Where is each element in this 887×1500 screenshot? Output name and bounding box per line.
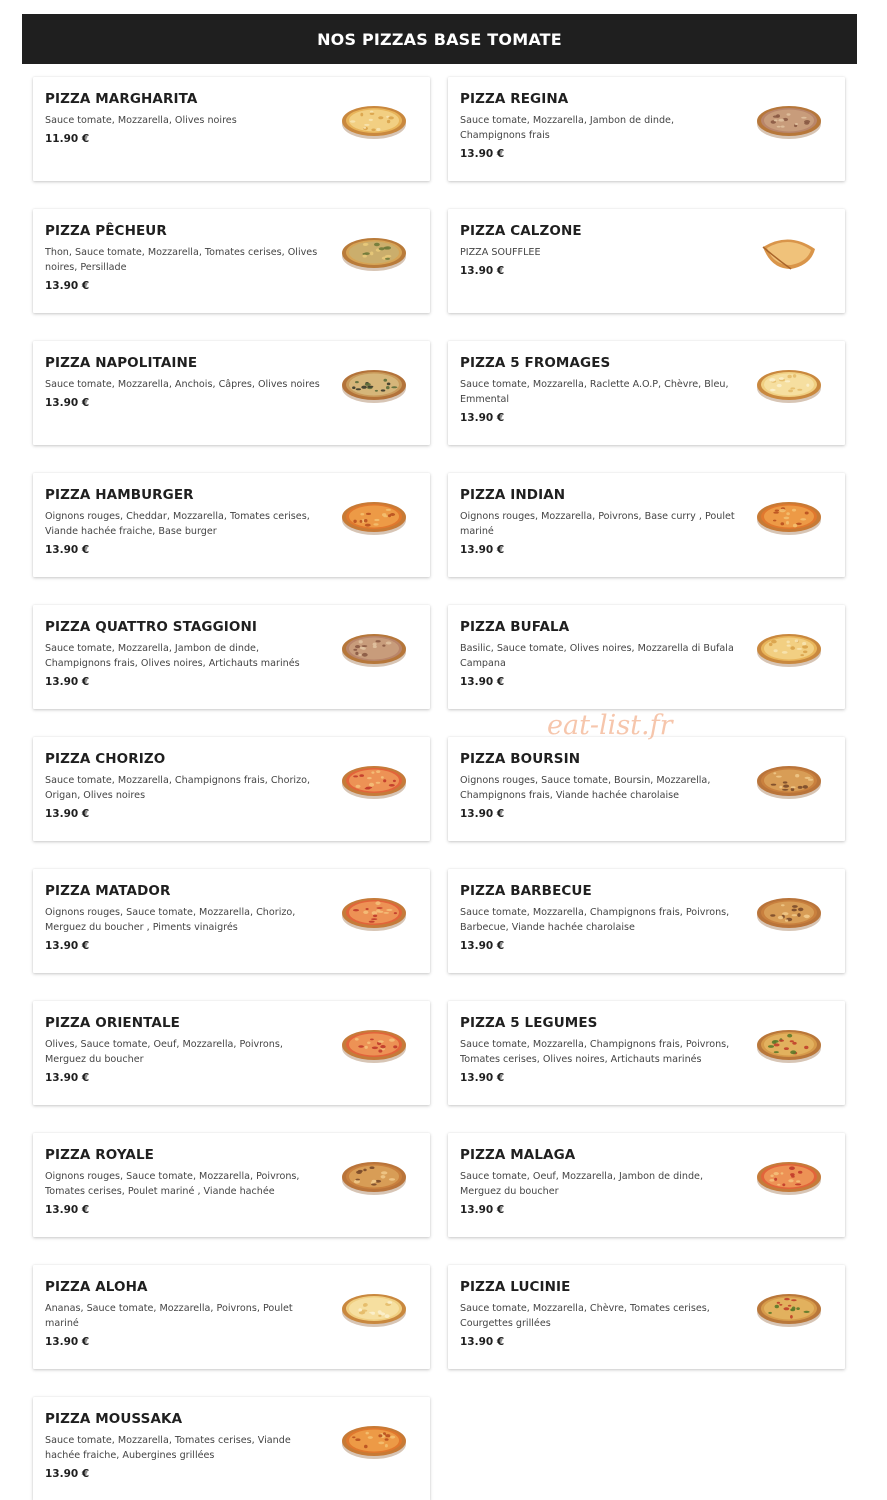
pizza-price: 13.90 € — [45, 1072, 90, 1084]
pizza-description: Oignons rouges, Sauce tomate, Mozzarella, Chorizo, Merguez du boucher , Piments vinaigrés — [45, 907, 296, 933]
pizza-name: PIZZA 5 FROMAGES — [460, 355, 611, 371]
pizza-card-1[interactable] — [33, 77, 430, 181]
pizza-price: 13.90 € — [460, 1072, 505, 1084]
pizza-price: 13.90 € — [45, 1204, 90, 1216]
pizza-description: Oignons rouges, Sauce tomate, Mozzarella, Poivrons, Tomates cerises, Poulet mariné , Viande hachée — [45, 1171, 300, 1197]
pizza-card-4[interactable] — [448, 209, 845, 313]
pizza-card-17[interactable] — [33, 1133, 430, 1237]
pizza-price: 13.90 € — [460, 940, 505, 952]
pizza-description: Sauce tomate, Oeuf, Mozzarella, Jambon de dinde, Merguez du boucher — [460, 1171, 704, 1197]
pizza-image — [755, 361, 823, 409]
pizza-card-11[interactable] — [33, 737, 430, 841]
pizza-image — [340, 625, 408, 673]
pizza-price: 13.90 € — [45, 1468, 90, 1480]
pizza-description: Oignons rouges, Sauce tomate, Boursin, Mozzarella, Champignons frais, Viande hachée charolaise — [460, 775, 711, 801]
pizza-image — [340, 889, 408, 937]
pizza-image — [755, 97, 823, 145]
pizza-image — [755, 229, 823, 277]
pizza-image — [755, 757, 823, 805]
pizza-price: 13.90 € — [460, 265, 505, 277]
pizza-price: 11.90 € — [45, 133, 90, 145]
pizza-name: PIZZA HAMBURGER — [45, 487, 194, 503]
pizza-description: Sauce tomate, Mozzarella, Raclette A.O.P, Chèvre, Bleu, Emmental — [460, 379, 729, 405]
pizza-description: Sauce tomate, Mozzarella, Champignons frais, Poivrons, Barbecue, Viande hachée charolaise — [460, 907, 730, 933]
pizza-image — [340, 361, 408, 409]
pizza-description: Sauce tomate, Mozzarella, Tomates cerises, Viande hachée fraiche, Aubergines grillées — [45, 1435, 291, 1461]
pizza-card-21[interactable] — [33, 1397, 430, 1500]
pizza-name: PIZZA ALOHA — [45, 1279, 148, 1295]
pizza-name: PIZZA ROYALE — [45, 1147, 154, 1163]
pizza-image — [340, 1021, 408, 1069]
pizza-name: PIZZA MARGHARITA — [45, 91, 198, 107]
pizza-image — [755, 625, 823, 673]
pizza-card-13[interactable] — [33, 869, 430, 973]
pizza-name: PIZZA MALAGA — [460, 1147, 576, 1163]
pizza-name: PIZZA LUCINIE — [460, 1279, 571, 1295]
pizza-price: 13.90 € — [45, 940, 90, 952]
pizza-name: PIZZA MATADOR — [45, 883, 171, 899]
pizza-card-2[interactable] — [448, 77, 845, 181]
pizza-price: 13.90 € — [45, 544, 90, 556]
pizza-name: PIZZA BARBECUE — [460, 883, 592, 899]
pizza-card-6[interactable] — [448, 341, 845, 445]
pizza-image — [755, 889, 823, 937]
pizza-image — [340, 757, 408, 805]
section-header — [22, 14, 857, 64]
pizza-card-15[interactable] — [33, 1001, 430, 1105]
pizza-description: Olives, Sauce tomate, Oeuf, Mozzarella, Poivrons, Merguez du boucher — [45, 1039, 283, 1065]
pizza-description: Sauce tomate, Mozzarella, Champignons frais, Poivrons, Tomates cerises, Olives noires, Artichauts marinés — [460, 1039, 730, 1065]
watermark: eat-list.fr — [547, 710, 673, 741]
pizza-image — [340, 1285, 408, 1333]
section-title: NOS PIZZAS BASE TOMATE — [317, 29, 562, 49]
pizza-image — [340, 229, 408, 277]
pizza-description: Sauce tomate, Mozzarella, Olives noires — [45, 115, 237, 126]
pizza-name: PIZZA ORIENTALE — [45, 1015, 180, 1031]
pizza-description: Thon, Sauce tomate, Mozzarella, Tomates cerises, Olives noires, Persillade — [45, 247, 318, 273]
pizza-price: 13.90 € — [45, 808, 90, 820]
pizza-name: PIZZA BUFALA — [460, 619, 570, 635]
pizza-name: PIZZA NAPOLITAINE — [45, 355, 198, 371]
pizza-card-7[interactable] — [33, 473, 430, 577]
pizza-name: PIZZA 5 LEGUMES — [460, 1015, 598, 1031]
pizza-card-9[interactable] — [33, 605, 430, 709]
pizza-name: PIZZA PÊCHEUR — [45, 223, 167, 239]
pizza-description: Oignons rouges, Mozzarella, Poivrons, Base curry , Poulet mariné — [460, 511, 735, 537]
pizza-name: PIZZA QUATTRO STAGGIONI — [45, 619, 257, 635]
pizza-price: 13.90 € — [460, 1336, 505, 1348]
pizza-price: 13.90 € — [460, 1204, 505, 1216]
pizza-name: PIZZA BOURSIN — [460, 751, 581, 767]
pizza-price: 13.90 € — [45, 280, 90, 292]
pizza-grid — [33, 77, 845, 1500]
pizza-card-19[interactable] — [33, 1265, 430, 1369]
pizza-image — [340, 1417, 408, 1465]
pizza-price: 13.90 € — [460, 148, 505, 160]
pizza-price: 13.90 € — [460, 676, 505, 688]
pizza-description: Sauce tomate, Mozzarella, Jambon de dinde, Champignons frais, Olives noires, Artichauts marinés — [45, 643, 300, 669]
pizza-description: Basilic, Sauce tomate, Olives noires, Mozzarella di Bufala Campana — [460, 643, 734, 669]
pizza-image — [340, 1153, 408, 1201]
pizza-price: 13.90 € — [460, 544, 505, 556]
pizza-price: 13.90 € — [460, 412, 505, 424]
pizza-card-20[interactable] — [448, 1265, 845, 1369]
pizza-description: PIZZA SOUFFLEE — [460, 247, 541, 258]
pizza-card-12[interactable] — [448, 737, 845, 841]
pizza-image — [755, 1285, 823, 1333]
pizza-image — [340, 97, 408, 145]
pizza-card-5[interactable] — [33, 341, 430, 445]
pizza-description: Sauce tomate, Mozzarella, Champignons frais, Chorizo, Origan, Olives noires — [45, 775, 311, 801]
pizza-card-3[interactable] — [33, 209, 430, 313]
pizza-image — [755, 1021, 823, 1069]
pizza-price: 13.90 € — [45, 397, 90, 409]
pizza-description: Sauce tomate, Mozzarella, Anchois, Câpres, Olives noires — [45, 379, 320, 390]
pizza-name: PIZZA REGINA — [460, 91, 569, 107]
pizza-price: 13.90 € — [45, 1336, 90, 1348]
pizza-name: PIZZA MOUSSAKA — [45, 1411, 183, 1427]
pizza-price: 13.90 € — [45, 676, 90, 688]
pizza-image — [340, 493, 408, 541]
pizza-price: 13.90 € — [460, 808, 505, 820]
pizza-card-18[interactable] — [448, 1133, 845, 1237]
pizza-description: Oignons rouges, Cheddar, Mozzarella, Tomates cerises, Viande hachée fraiche, Base burger — [45, 511, 310, 537]
pizza-description: Sauce tomate, Mozzarella, Jambon de dinde, Champignons frais — [460, 115, 674, 141]
pizza-description: Ananas, Sauce tomate, Mozzarella, Poivrons, Poulet mariné — [45, 1303, 293, 1329]
pizza-card-16[interactable] — [448, 1001, 845, 1105]
pizza-name: PIZZA INDIAN — [460, 487, 566, 503]
pizza-image — [755, 1153, 823, 1201]
pizza-image — [755, 493, 823, 541]
pizza-card-14[interactable] — [448, 869, 845, 973]
pizza-name: PIZZA CHORIZO — [45, 751, 166, 767]
pizza-card-10[interactable] — [448, 605, 845, 709]
pizza-name: PIZZA CALZONE — [460, 223, 582, 239]
pizza-description: Sauce tomate, Mozzarella, Chèvre, Tomates cerises, Courgettes grillées — [460, 1303, 710, 1329]
pizza-card-8[interactable] — [448, 473, 845, 577]
